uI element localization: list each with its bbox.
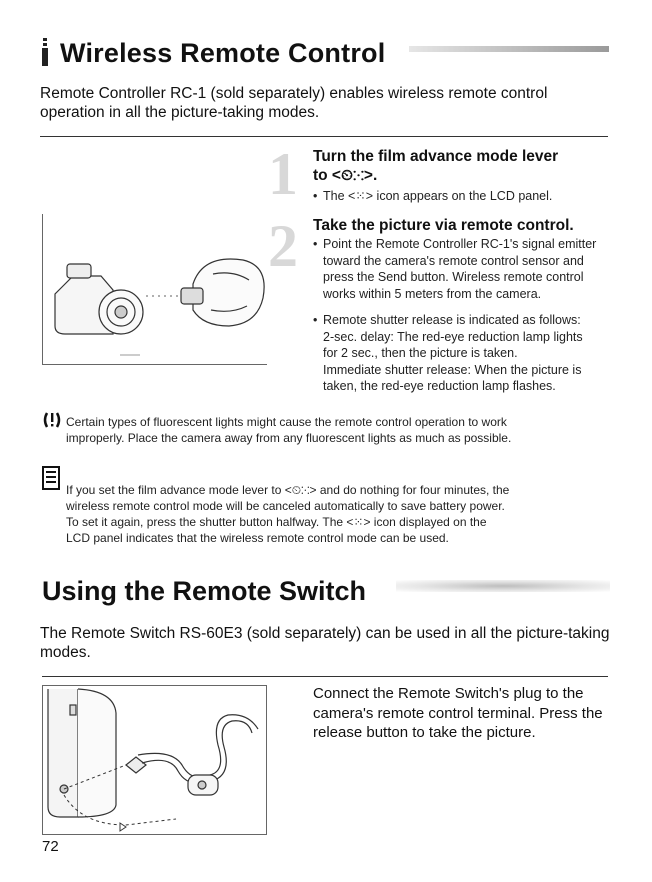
divider-2 (42, 676, 608, 677)
title2-decor-bar (396, 580, 610, 592)
section2-intro: The Remote Switch RS-60E3 (sold separately) can be used in all the picture-taking modes. (40, 625, 610, 661)
step1-title-line1: Turn the film advance mode lever (313, 148, 559, 165)
remote-controller-illustration (42, 214, 267, 365)
step-number-2: 2 (268, 213, 298, 279)
remote-mode-icon (40, 38, 50, 66)
page-number: 72 (42, 838, 59, 855)
step2-title: Take the picture via remote control. (313, 217, 574, 234)
section-title: Wireless Remote Control (40, 38, 385, 69)
caution-icon (42, 411, 62, 434)
step1-bullet: • The <⁙> icon appears on the LCD panel. (313, 189, 553, 203)
section2-title: Using the Remote Switch (42, 576, 367, 606)
step-number-1: 1 (268, 141, 298, 207)
illus-decor (120, 354, 140, 356)
connect-instruction: Connect the Remote Switch's plug to the camera's remote control terminal. Press the release button to take the picture. (313, 685, 603, 741)
camera-drawing (55, 264, 143, 334)
step1-title-line2: to <⏲⁙>. (313, 167, 378, 184)
hand-remote-drawing (181, 259, 264, 326)
section-intro: Remote Controller RC-1 (sold separately) enables wireless remote control operation in all the picture-taking modes. (40, 85, 548, 121)
memo-note: If you set the film advance mode lever to <⏲⁙> and do nothing for four minutes, the wireless remote control mode will be canceled automatically to save battery power. To set it again, press the shutter button halfway. The <⁙> icon displayed on the LCD panel indicates that the wireless remote control mode can be used. (66, 483, 510, 545)
remote-switch-illustration (42, 685, 267, 835)
step2-bullet-1: • Point the Remote Controller RC-1's signal emitter toward the camera's remote control sensor and press the Send button. Wireless remote control works within 5 meters from the camera. (313, 237, 597, 301)
title-decor-bar (409, 46, 609, 52)
step2-bullet-2: • Remote shutter release is indicated as follows: 2-sec. delay: The red-eye reduction lamp lights for 2 sec., then the picture is taken. Immediate shutter release: When the picture is taken, the red-eye reduction lamp flashes. (313, 313, 583, 393)
caution-note: Certain types of fluorescent lights might cause the remote control operation to work improperly. Place the camera away from any fluorescent lights as much as possible. (66, 415, 512, 445)
memo-icon (42, 466, 60, 495)
divider (40, 136, 608, 137)
